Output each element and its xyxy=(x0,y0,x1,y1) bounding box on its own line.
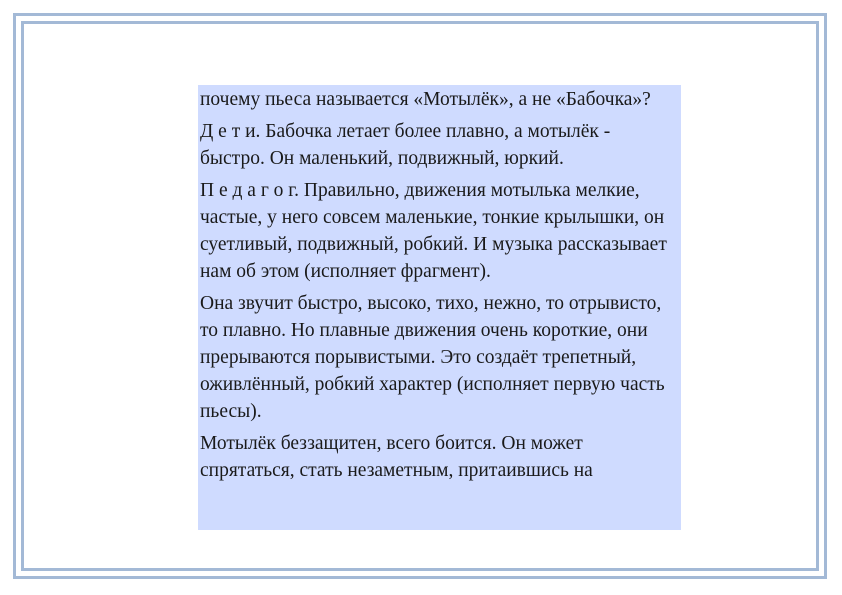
paragraph-teacher-explanation: П е д а г о г. Правильно, движения мотылька мелкие, частые, у него совсем маленькие, тонкие крылышки, он суетливый, подвижный, робкий. И музыка рассказывает нам об этом (исполняет фрагмент). xyxy=(200,180,667,282)
paragraph-question: почему пьеса называется «Мотылёк», а не «Бабочка»? xyxy=(200,89,651,110)
paragraph-children-answer: Д е т и. Бабочка летает более плавно, а мотылёк - быстро. Он маленький, подвижный, юркий. xyxy=(200,121,611,169)
paragraph-music-description: Она звучит быстро, высоко, тихо, нежно, то отрывисто, то плавно. Но плавные движения очень короткие, они прерываются порывистыми. Это создаёт трепетный, оживлённый, робкий характер (исполняет первую часть пьесы). xyxy=(200,293,665,422)
paragraph-moth-defenseless: Мотылёк беззащитен, всего боится. Он может спрятаться, стать незаметным, притаившись на xyxy=(200,433,593,481)
text-box xyxy=(198,85,681,530)
